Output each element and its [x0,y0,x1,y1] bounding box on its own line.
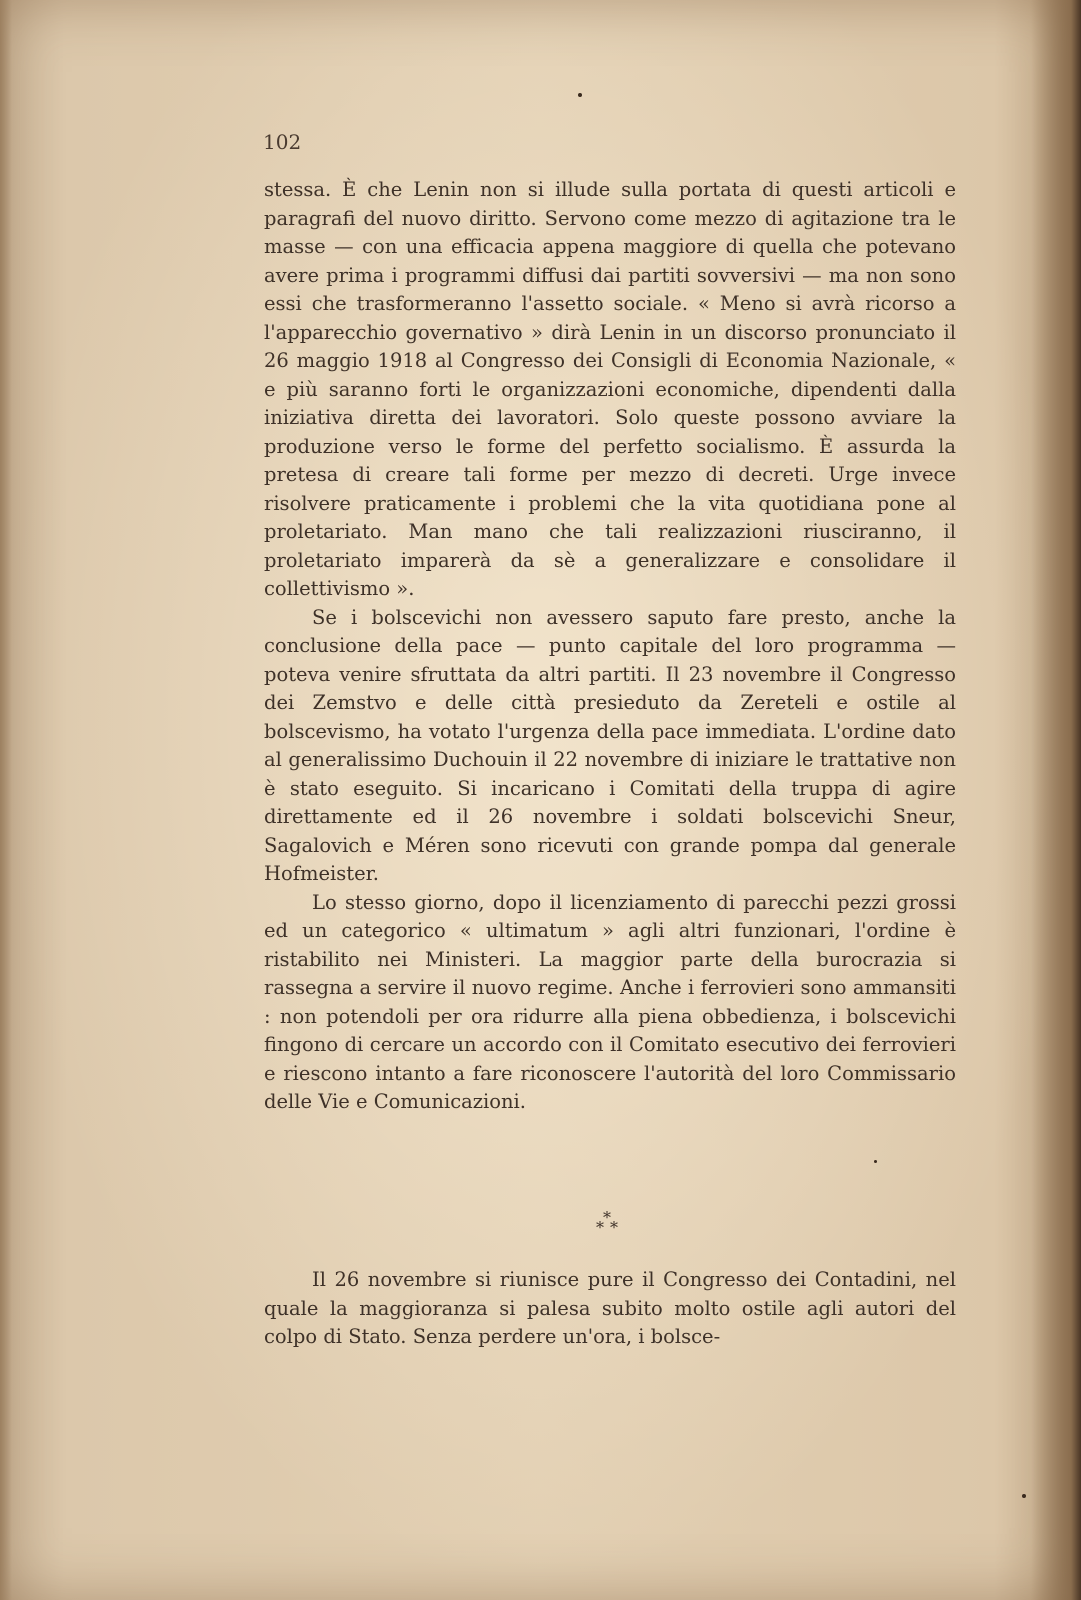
body-text-after-break [264,1266,956,1352]
body-text [264,176,956,1117]
asterism-star: * [596,1218,604,1237]
asterism-star: * [603,1208,611,1227]
ink-speck [874,1160,877,1163]
ink-speck [578,93,582,97]
page-left-edge-shadow [0,0,12,1600]
asterism-star: * [610,1218,618,1237]
ink-speck [1022,1494,1026,1498]
section-break-asterism [596,1210,626,1240]
paragraph: Il 26 novembre si riunisce pure il Congresso dei Contadini, nel quale la maggioranza si palesa subito molto ostile agli autori del colpo di Stato. Senza perdere un'ora, i bolsce- [264,1268,956,1348]
page-right-edge-shadow [1031,0,1081,1600]
page-number: 102 [263,130,302,154]
paragraph-continuation: stessa. È che Lenin non si illude sulla portata di questi articoli e paragrafi del nuovo diritto. Servono come mezzo di agitazione tra le masse — con una efficacia appena maggiore di quella che potevano avere prima i programmi diffusi dai partiti sovversivi — ma non sono essi che trasformeranno l'assetto sociale. « Meno si avrà ricorso a l'apparecchio governativo » dirà Lenin in un discorso pronunciato il 26 maggio 1918 al Congresso dei Consigli di Economia Nazionale, « e più saranno forti le organizzazioni economiche, dipendenti dalla iniziativa diretta dei lavoratori. Solo queste possono avviare la produzione verso le forme del perfetto socialismo. È assurda la pretesa di creare tali forme per mezzo di decreti. Urge invece risolvere praticamente i problemi che la vita quotidiana pone al proletariato. Man mano che tali realizzazioni riusciranno, il proletariato imparerà da sè a generalizzare e consolidare il collettivismo ». [264,178,956,600]
paragraph: Se i bolscevichi non avessero saputo fare presto, anche la conclusione della pace — punto capitale del loro programma — poteva venire sfruttata da altri partiti. Il 23 novembre il Congresso dei Zemstvo e delle città presieduto da Zereteli e ostile al bolscevismo, ha votato l'urgenza della pace immediata. L'ordine dato al generalissimo Duchouin il 22 novembre di iniziare le trattative non è stato eseguito. Si incaricano i Comitati della truppa di agire direttamente ed il 26 novembre i soldati bolscevichi Sneur, Sagalovich e Méren sono ricevuti con grande pompa dal generale Hofmeister. [264,605,956,885]
paragraph: Lo stesso giorno, dopo il licenziamento di parecchi pezzi grossi ed un categorico « ultimatum » agli altri funzionari, l'ordine è ristabilito nei Ministeri. La maggior parte della burocrazia si rassegna a servire il nuovo regime. Anche i ferrovieri sono ammansiti : non potendoli per ora ridurre alla piena obbedienza, i bolscevichi fingono di cercare un accordo con il Comitato esecutivo dei ferrovieri e riescono intanto a fare riconoscere l'autorità del loro Commissario delle Vie e Comunicazioni. [264,890,956,1113]
